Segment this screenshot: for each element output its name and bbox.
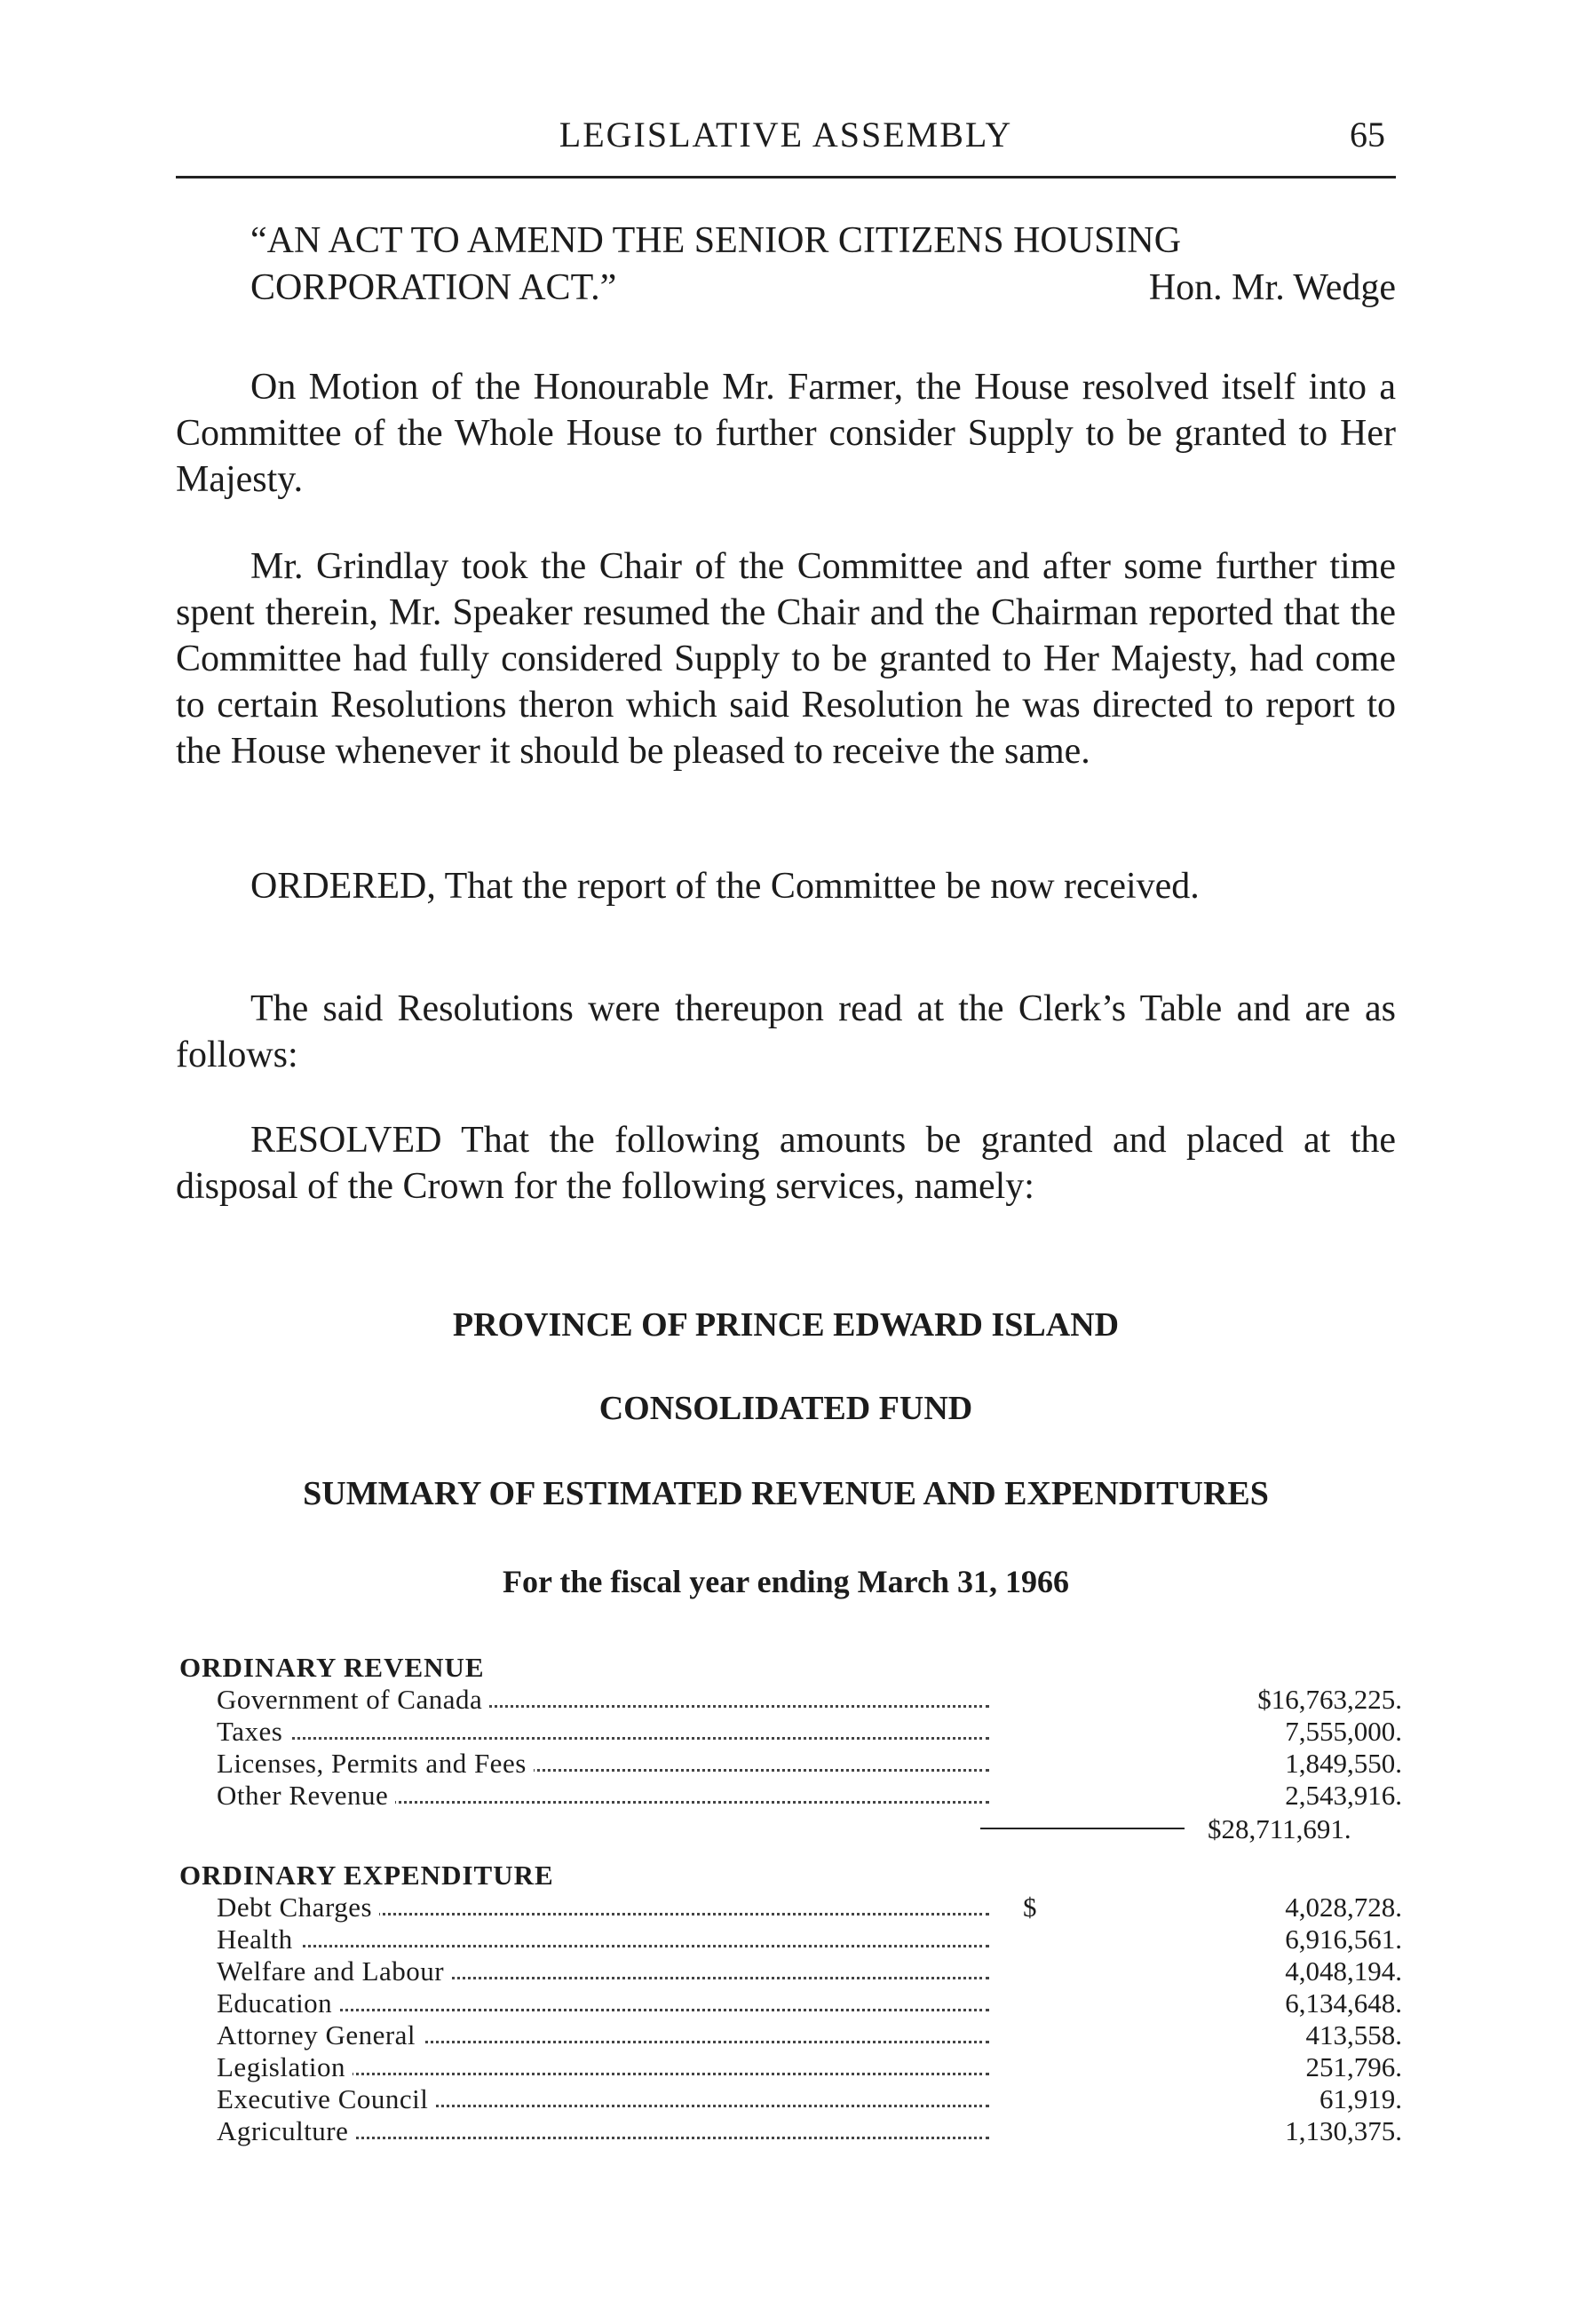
item-label: Government of Canada: [217, 1684, 489, 1716]
heading-province: PROVINCE OF PRINCE EDWARD ISLAND: [452, 1306, 1120, 1344]
act-title-line1: “AN ACT TO AMEND THE SENIOR CITIZENS HOUSING: [250, 220, 1182, 261]
heading-fiscal-year: For the fiscal year ending March 31, 1966: [503, 1564, 1069, 1599]
item-label: Legislation: [217, 2051, 353, 2083]
act-sponsor: Hon. Mr. Wedge: [1148, 267, 1396, 308]
item-label: Taxes: [217, 1716, 289, 1748]
item-amount: 4,028,728.: [1285, 1892, 1402, 1923]
item-label: Health: [217, 1923, 300, 1955]
item-amount: $16,763,225.: [1257, 1684, 1402, 1715]
act-title-line2-text: CORPORATION ACT.”: [250, 267, 617, 308]
page-number: 65: [1350, 115, 1385, 155]
item-amount: 6,916,561.: [1285, 1923, 1402, 1955]
table-row: [217, 1780, 1402, 1812]
paragraph-ordered-text: ORDERED, That the report of the Committee be now received.: [250, 866, 1200, 907]
heading-fund: CONSOLIDATED FUND: [598, 1390, 973, 1427]
table-row: [217, 1716, 1402, 1748]
item-label: Debt Charges: [217, 1892, 379, 1923]
paragraph-resolved: [176, 1117, 1396, 1210]
paragraph-resolved-text: RESOLVED That the following amounts be granted and placed at the disposal of the Crown for the following services, namely:: [176, 1120, 1396, 1207]
item-label: Attorney General: [217, 2019, 423, 2051]
paragraph-motion-text: On Motion of the Honourable Mr. Farmer, the House resolved itself into a Committee of the Whole House to further consider Supply to be granted to Her Majesty.: [176, 367, 1396, 500]
table-row: [217, 1987, 1402, 2019]
table-row: [217, 1955, 1402, 1987]
table-row: [217, 1684, 1402, 1716]
item-amount: 2,543,916.: [1285, 1780, 1402, 1811]
paragraph-committee-report: [176, 543, 1396, 774]
item-amount: 1,849,550.: [1285, 1748, 1402, 1779]
revenue-total: $28,711,691.: [1208, 1813, 1351, 1844]
table-row: [217, 2115, 1402, 2147]
table-row: [217, 1923, 1402, 1955]
act-title-line2: [250, 265, 1396, 311]
heading-summary: SUMMARY OF ESTIMATED REVENUE AND EXPENDITURES: [303, 1475, 1269, 1512]
running-header: [176, 114, 1396, 167]
dot-leader: [217, 1945, 989, 1947]
table-row: [217, 1748, 1402, 1780]
paragraph-resolutions-read: [176, 986, 1396, 1078]
table-row: [217, 2019, 1402, 2051]
item-label: Licenses, Permits and Fees: [217, 1748, 534, 1780]
dot-leader: [217, 1737, 989, 1740]
item-amount: 251,796.: [1305, 2051, 1402, 2082]
paragraph-motion: [176, 364, 1396, 503]
item-amount: 4,048,194.: [1285, 1955, 1402, 1987]
paragraph-resolutions-read-text: The said Resolutions were thereupon read at the Clerk’s Table and are as follows:: [176, 988, 1396, 1075]
revenue-section-label: ORDINARY REVENUE: [179, 1652, 485, 1683]
table-row: [217, 2051, 1402, 2083]
item-label: Education: [217, 1987, 339, 2019]
header-rule: [176, 176, 1396, 178]
item-amount: 413,558.: [1305, 2019, 1402, 2050]
paragraph-committee-report-text: Mr. Grindlay took the Chair of the Committee and after some further time spent therein, Mr. Speaker resumed the Chair and the Chairman reported that the Committee had fully considered Supply to be granted to Her Majesty, had come to certain Resolutions theron which said Resolution he was directed to report to the House whenever it should be pleased to receive the same.: [176, 546, 1396, 772]
table-row: [217, 1892, 1402, 1923]
item-amount: 1,130,375.: [1285, 2115, 1402, 2146]
subtotal-rule: [980, 1828, 1185, 1829]
expenditure-section-label: ORDINARY EXPENDITURE: [179, 1860, 554, 1891]
item-label: Executive Council: [217, 2083, 435, 2115]
item-amount: 61,919.: [1319, 2083, 1402, 2114]
item-amount: 7,555,000.: [1285, 1716, 1402, 1747]
paragraph-ordered: [176, 863, 1396, 909]
table-row: [217, 2083, 1402, 2115]
item-amount: 6,134,648.: [1285, 1987, 1402, 2019]
header-title: LEGISLATIVE ASSEMBLY: [559, 115, 1013, 155]
item-label: Other Revenue: [217, 1780, 395, 1812]
item-label: Agriculture: [217, 2115, 355, 2147]
currency-symbol: $: [1023, 1892, 1037, 1923]
item-label: Welfare and Labour: [217, 1955, 451, 1987]
